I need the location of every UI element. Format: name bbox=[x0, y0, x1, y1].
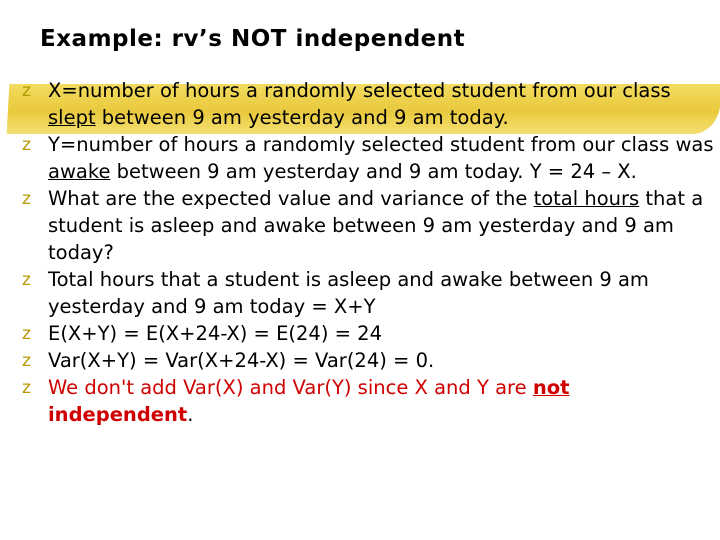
bullet-question bbox=[0, 185, 716, 266]
bullet-text: . bbox=[187, 403, 194, 426]
bullet-marker-icon: z bbox=[22, 189, 31, 209]
bullet-list bbox=[0, 77, 716, 428]
bullet-text: Var(X+Y) = Var(X+24-X) = Var(24) = 0. bbox=[48, 349, 435, 372]
bullet-marker-icon: z bbox=[22, 270, 31, 290]
underlined-term: awake bbox=[48, 160, 111, 183]
bullet-conclusion bbox=[0, 374, 716, 428]
bullet-text: between 9 am yesterday and 9 am today. Y = 24 – X. bbox=[110, 160, 637, 183]
underlined-term: total hours bbox=[533, 187, 640, 210]
bullet-expectation bbox=[0, 320, 716, 347]
bullet-text: between 9 am yesterday and 9 am today. bbox=[95, 106, 509, 129]
bullet-variance bbox=[0, 347, 716, 374]
bullet-marker-icon: z bbox=[22, 81, 31, 101]
bullet-text: that a student is asleep and awake between 9 am yesterday and 9 am today? bbox=[48, 187, 704, 264]
bullet-marker-icon: z bbox=[22, 378, 31, 398]
bullet-text: What are the expected value and variance of the bbox=[48, 187, 534, 210]
bullet-text: E(X+Y) = E(X+24-X) = E(24) = 24 bbox=[48, 322, 382, 345]
emphasis-not: not bbox=[532, 376, 570, 399]
bullet-text: We don't add Var(X) and Var(Y) since X and Y are bbox=[48, 376, 533, 399]
underlined-term: slept bbox=[48, 106, 96, 129]
bullet-x-definition bbox=[0, 77, 716, 131]
bullet-marker-icon: z bbox=[22, 324, 31, 344]
bullet-total-hours bbox=[0, 266, 716, 320]
bullet-text: X=number of hours a randomly selected student from our class bbox=[48, 79, 671, 102]
bullet-marker-icon: z bbox=[22, 135, 31, 155]
bullet-text: Y=number of hours a randomly selected student from our class was bbox=[48, 133, 714, 156]
slide-title: Example: rv’s NOT independent bbox=[40, 26, 466, 52]
bullet-text: Total hours that a student is asleep and awake between 9 am yesterday and 9 am today = X+Y bbox=[48, 268, 649, 318]
bullet-marker-icon: z bbox=[22, 351, 31, 371]
bullet-y-definition bbox=[0, 131, 716, 185]
emphasis-independent: independent bbox=[48, 403, 188, 426]
